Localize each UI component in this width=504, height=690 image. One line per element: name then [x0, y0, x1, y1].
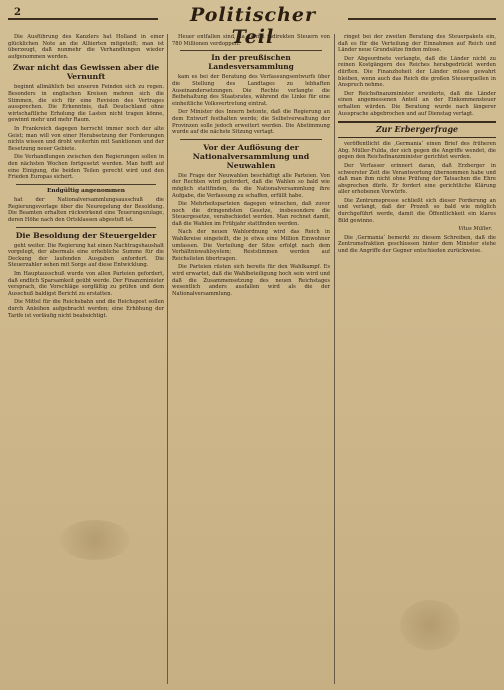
divider — [16, 227, 156, 228]
article-paragraph: Im Hauptausschuß wurde von allen Parteien gefordert, daß endlich Sparsamkeit geübt werde. Der Finanzminister versprach, die Vorschläge sorgfältig zu prüfen und dem Ausschuß baldigst Bericht zu erstatten. — [8, 271, 164, 297]
article-paragraph: Der Minister des Innern betonte, daß die Regierung an dem Entwurf festhalten werde; die Selbstverwaltung der Provinzen solle jedoch erweitert werden. Die Abstimmung wurde auf die nächste Sitzung vertagt. — [172, 109, 330, 136]
article-paragraph: Die Zentrumspresse schließt sich dieser Forderung an und verlangt, daß der Prozeß so bald wie möglich durchgeführt werde, damit die Öffentlichkeit ein klares Bild gewinne. — [338, 197, 496, 224]
column-3 — [338, 34, 496, 684]
column-2 — [172, 34, 330, 684]
article-paragraph: Nach der neuen Wahlordnung wird das Reich in Wahlkreise eingeteilt, die je etwa eine Million Einwohner umfassen. Die Verteilung der Sitze erfolgt nach dem Verhältniswahlsystem; Reststimmen werden auf Reichslisten übertragen. — [172, 229, 330, 262]
article-paragraph: In Frankreich dagegen herrscht immer noch der alte Geist; man will von einer Herabsetzung der Forderungen nichts wissen und droht weiterhin mit Sanktionen und der Besetzung neuer Gebiete. — [8, 125, 164, 152]
article-paragraph: Die ‚Germania‘ bemerkt zu diesem Schreiben, daß die Zentrumsfraktion geschlossen hinter dem Minister stehe und die Angriffe der Gegner entschieden zurückweise. — [338, 234, 496, 255]
header-rule-right — [348, 18, 496, 20]
article-paragraph: hat der Nationalversammlungsausschuß die Regierungsvorlage über die Neuregelung der Besoldung. Die Beamten erhalten rückwirkend eine Teuerungszulage, deren Höhe nach den Ortsklassen abgestuft ist. — [8, 197, 164, 224]
article-paragraph: Der Reichsfinanzminister erwiderte, daß die Länder einen angemessenen Anteil an der Einkommensteuer erhalten würden. Die Beratung wurde nach längerer Aussprache abgebrochen und auf Dienstag vertagt. — [338, 90, 496, 117]
column-divider — [334, 34, 335, 684]
article-paragraph: Die Parteien rüsten sich bereits für den Wahlkampf. Es wird erwartet, daß die Wahlbeteiligung hoch sein wird und daß die Zusammensetzung des neuen Reichstages wesentlich anders ausfallen wird als die der Nationalversammlung. — [172, 264, 330, 297]
column-divider — [167, 34, 168, 684]
article-paragraph: ringet bei der zweiten Beratung des Steuerpakets ein, daß es für die Verteilung der Einnahmen auf Reich und Länder neue Grundsätze finden müsse. — [338, 34, 496, 54]
article-paragraph: beginnt allmählich bei unseren Feinden sich zu regen. Besonders in englischen Kreisen mehren sich die Stimmen, die sich für eine Revision des Vertrages aussprechen. Die Erkenntnis, daß Deutschland ohne wirtschaftliche Erholung die Lasten nicht tragen könne, gewinnt mehr und mehr Raum. — [8, 84, 164, 124]
header-rule-left — [8, 18, 158, 20]
divider — [180, 139, 322, 140]
article-paragraph: Die Mehrheitsparteien dagegen wünschen, daß zuvor noch die dringendsten Gesetze, insbesondere die Steuergesetze, verabschiedet werden. Man rechnet damit, daß die Wahlen im Frühjahr stattfinden werden. — [172, 201, 330, 227]
article-heading: Vor der Auflösung der Nationalversammlung und Neuwahlen — [192, 142, 310, 170]
column-1 — [8, 34, 164, 684]
divider — [16, 184, 156, 185]
article-heading: Zwar nicht das Gewissen aber die Vernunft — [12, 63, 160, 82]
article-heading-boxed: Zur Erbergerfrage — [338, 121, 496, 138]
article-heading: In der preußischen Landesversammlung — [208, 53, 294, 71]
article-paragraph: kam es bei der Beratung des Verfassungsentwurfs über die Stellung des Landtages zu lebhaften Auseinandersetzungen. Die Rechte verlangte die Beibehaltung des Staatsrates, während die Linke für eine einheitliche Volksvertretung eintrat. — [172, 74, 330, 107]
article-paragraph: Der Verfasser erinnert daran, daß Erzberger in schwerster Zeit die Verantwortung übernommen habe und daß man ihm nicht ohne Prüfung der Tatsachen die Ehre absprechen dürfe. Er fordert eine gerichtliche Klärung aller erhobenen Vorwürfe. — [338, 162, 496, 196]
article-heading: Die Besoldung der Steuergelder — [15, 230, 157, 240]
page-number: 2 — [14, 7, 21, 18]
article-paragraph: Die Frage der Neuwahlen beschäftigt alle Parteien. Von der Rechten wird gefordert, daß die Wahlen so bald wie möglich stattfinden, da die Nationalversammlung ihre Aufgabe, die Verfassung zu schaffen, erfüllt habe. — [172, 172, 330, 199]
article-paragraph: Der Abgeordnete verlangte, daß die Länder nicht zu reinen Kostgängern des Reiches herabgedrückt werden dürften. Die Finanzhoheit der Länder müsse gewahrt bleiben, wenn auch das Reich die großen Steuerquellen in Anspruch nehme. — [338, 55, 496, 89]
section-title: Politischer Teil — [189, 4, 317, 48]
article-paragraph: Die Verhandlungen zwischen den Regierungen sollen in den nächsten Wochen fortgesetzt werden. Man hofft auf eine Einigung, die beiden Teilen gerecht wird und den Frieden Europas sichert. — [8, 154, 164, 181]
divider — [180, 50, 322, 51]
article-paragraph: Die Ausführung des Kanzlers hat Holland in einer glücklichen Note an die Alliierten mitgeteilt; man ist überzeugt, daß nunmehr die Verhandlungen wieder aufgenommen werden. — [8, 34, 164, 60]
article-paragraph: geht weiter. Die Regierung hat einen Nachtragshaushalt vorgelegt, der abermals eine erhebliche Summe für die Deckung der laufenden Ausgaben anfordert. Die Steuerzahler sehen mit Sorge auf diese Entwicklung. — [8, 242, 164, 269]
article-signature: Vitus Müller. — [458, 226, 492, 233]
article-paragraph: Heuer entfallen sind, da es mit indirekten Steuern von 780 Millionen verdoppelt. — [172, 34, 330, 47]
article-paragraph: veröffentlicht die ‚Germania‘ einen Brief des früheren Abg. Müller-Fulda, der sich gegen die Angriffe wendet, die gegen den Reichsfinanzminister gerichtet werden. — [338, 141, 496, 161]
article-subheading: Endgültig angenommen — [46, 187, 126, 194]
article-paragraph: Die Mittel für die Reichsbahn und die Reichspost sollen durch Anleihen aufgebracht werden; eine Erhöhung der Tarife ist vorläufig nicht beabsichtigt. — [8, 299, 164, 319]
